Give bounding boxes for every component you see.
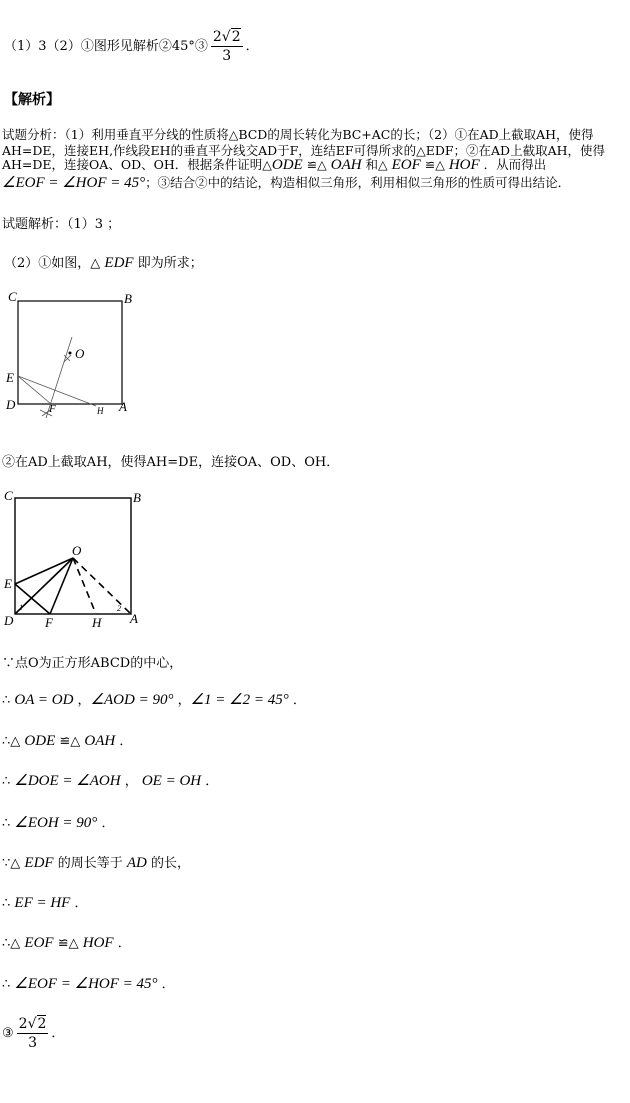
label-e: E <box>4 576 12 591</box>
text: ． <box>97 816 115 831</box>
math: ∠EOF = ∠HOF = 45° <box>2 175 146 191</box>
text: ， <box>73 693 91 708</box>
final-answer <box>2 1015 64 1052</box>
label-d: D <box>6 397 16 412</box>
math: HOF <box>82 935 114 951</box>
label-f: F <box>49 403 56 415</box>
text: ③ <box>2 1026 14 1041</box>
label-h: H <box>97 406 104 416</box>
analysis-line-3 <box>2 155 546 174</box>
text: ． <box>288 693 306 708</box>
answer-suffix: ． <box>245 39 259 54</box>
text: ∴ <box>2 896 15 911</box>
math: ODE <box>24 733 56 749</box>
text: 和△ <box>361 157 392 172</box>
text: ∴△ <box>2 734 25 749</box>
text: ． <box>157 977 175 992</box>
math: ∠1 = ∠2 = 45° <box>190 692 289 708</box>
solution-intro: 试题解析：（1）3 ； <box>2 217 121 232</box>
figure-1 <box>0 285 160 430</box>
answer-frac-root: 2 <box>231 29 241 45</box>
final-frac-root: 2 <box>37 1016 47 1032</box>
math: ∠DOE = ∠AOH <box>14 773 121 789</box>
label-b: B <box>133 490 141 505</box>
text: ， <box>173 693 191 708</box>
analysis-heading: 【解析】 <box>4 92 60 108</box>
step-s8 <box>2 932 131 952</box>
step-s1: ∵点O为正方形ABCD的中心， <box>2 656 183 671</box>
text: 即为所求； <box>133 256 203 271</box>
math: ∠EOH = 90° <box>14 815 98 831</box>
label-f: F <box>45 615 53 630</box>
math: AD <box>126 855 147 871</box>
math: ∠EOF = ∠HOF = 45° <box>14 976 158 992</box>
math: EF = HF <box>14 895 71 911</box>
math: ODE <box>271 157 303 173</box>
text: ． <box>51 1026 65 1041</box>
analysis-line-2: AH=DE，连接EH,作线段EH的垂直平分线交AD于F，连结EF可得所求的△EDF；②在AD上截取AH，使得 <box>2 143 606 158</box>
answer-frac-coef: 2 <box>212 29 222 45</box>
math: EOF <box>24 935 54 951</box>
label-e: E <box>6 370 14 385</box>
text: ∴ <box>2 693 15 708</box>
label-angle-2: 2 <box>117 604 121 613</box>
step-s7 <box>2 892 88 912</box>
label-c: C <box>8 289 17 304</box>
step-s5 <box>2 812 114 832</box>
math: OAH <box>330 157 362 173</box>
math: EDF <box>104 255 134 271</box>
text: ， <box>120 774 142 789</box>
text: ∴ <box>2 816 15 831</box>
math: HOF <box>448 157 480 173</box>
step-s9 <box>2 973 175 993</box>
text: ．从而得出 <box>479 157 547 172</box>
step-s4 <box>2 770 218 790</box>
math: OA = OD <box>14 692 74 708</box>
math: EDF <box>24 855 54 871</box>
text: ≌△ <box>302 157 331 172</box>
text: ；③结合②中的结论，构造相似三角形，利用相似三角形的性质可得出结论． <box>145 175 571 190</box>
label-a: A <box>130 611 138 626</box>
figure-2 <box>0 483 160 633</box>
answer-fraction: $\frac{2√2}{3}$ <box>212 29 241 64</box>
text: ． <box>70 896 88 911</box>
label-angle-1: 1 <box>19 603 23 612</box>
text: ． <box>113 936 131 951</box>
text: AH=DE，连接OA、OD、OH．根据条件证明△ <box>2 157 272 172</box>
text: ≌△ <box>420 157 449 172</box>
text: 的周长等于 <box>53 856 127 871</box>
math: OE = OH <box>141 773 202 789</box>
label-h: H <box>92 615 102 630</box>
label-o: O <box>75 346 85 361</box>
text: ≌△ <box>53 936 83 951</box>
math: ∠AOD = 90° <box>90 692 174 708</box>
text: ∴ <box>2 977 15 992</box>
answer-prefix: （1）3（2）①图形见解析②45°③ <box>4 39 208 54</box>
text: ∴△ <box>2 936 25 951</box>
text: ． <box>115 734 133 749</box>
final-fraction: $\frac{2√2}{3}$ <box>18 1016 47 1051</box>
text: （2）①如图，△ <box>4 256 105 271</box>
analysis-line-4 <box>2 173 570 192</box>
text: ∵△ <box>2 856 25 871</box>
final-frac-coef: 2 <box>18 1016 28 1032</box>
analysis-line-1: 试题分析：（1）利用垂直平分线的性质将△BCD的周长转化为BC+AC的长；（2）①在AD上截取AH，使得 <box>2 127 594 142</box>
step-s6 <box>2 852 190 872</box>
answer-line <box>4 28 259 65</box>
label-b: B <box>124 291 132 306</box>
text: 的长， <box>146 856 190 871</box>
final-frac-den: 3 <box>28 1035 37 1051</box>
step-s3 <box>2 730 132 750</box>
math: EOF <box>391 157 421 173</box>
math: OAH <box>84 733 116 749</box>
answer-frac-den: 3 <box>222 48 232 64</box>
text: ≌△ <box>55 734 85 749</box>
text: ． <box>201 774 219 789</box>
label-d: D <box>4 613 14 628</box>
solution-step2: ②在AD上截取AH，使得AH=DE，连接OA、OD、OH． <box>2 455 340 470</box>
label-c: C <box>4 488 13 503</box>
text: ∴ <box>2 774 15 789</box>
solution-part2 <box>4 252 203 272</box>
step-s2 <box>2 689 306 709</box>
label-o: O <box>72 543 82 558</box>
label-a: A <box>119 399 127 414</box>
